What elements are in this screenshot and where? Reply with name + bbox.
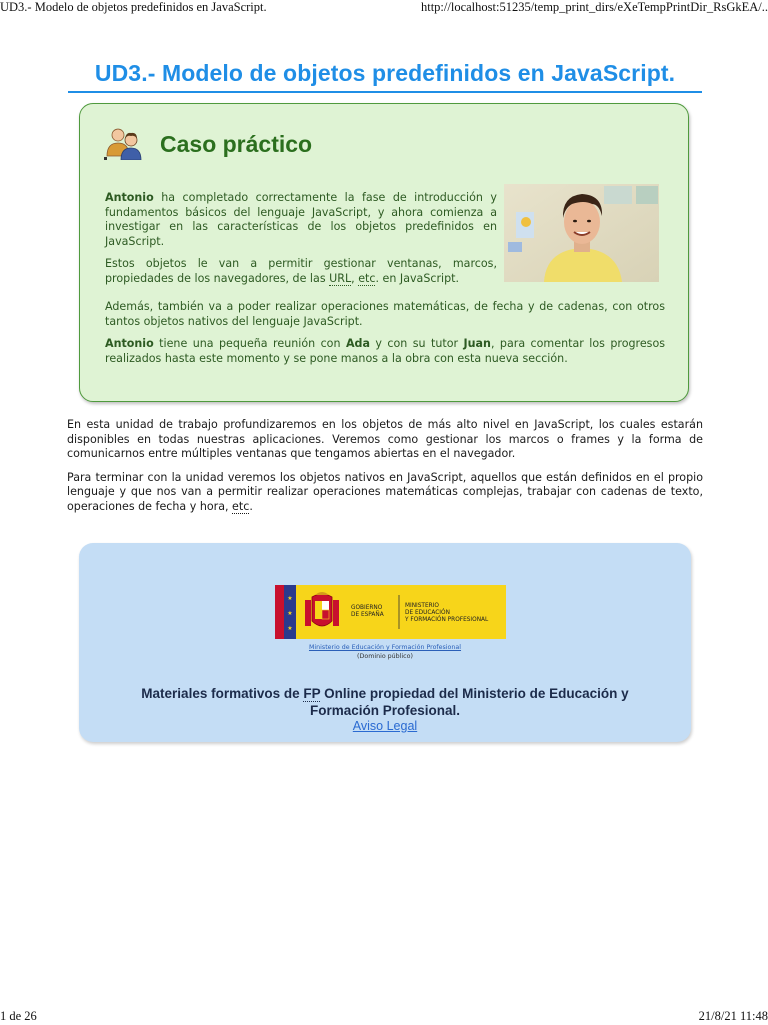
caso-title: Caso práctico bbox=[160, 131, 313, 157]
license-text-a: Materiales formativos de bbox=[141, 686, 304, 701]
aviso-legal-link[interactable]: Aviso Legal bbox=[352, 719, 418, 733]
license-statement bbox=[109, 686, 661, 719]
fp-abbr: FP bbox=[303, 686, 321, 701]
svg-text:★: ★ bbox=[287, 625, 293, 632]
logo-text-fp: Y FORMACIÓN PROFESIONAL bbox=[405, 617, 489, 623]
intro-p2-text: Para terminar con la unidad veremos los objetos nativos en JavaScript, aquellos que están definidos en el propio lenguaje y que nos van a permitir realizar operaciones matemáticas complejas, trabajar con cadenas de texto, operaciones de fecha y hora, bbox=[67, 470, 703, 513]
caso-p2-text: Estos objetos le van a permitir gestionar ventanas, marcos, propiedades de los navegadores, de las bbox=[105, 257, 497, 285]
caso-paragraph bbox=[105, 257, 497, 286]
license-text-b: Online propiedad del Ministerio de Educación y Formación Profesional. bbox=[309, 686, 629, 718]
caso-p2-end: . en JavaScript. bbox=[375, 271, 460, 285]
caso-p4-text: , para comentar los progresos realizados hasta este momento y se pone manos a la obra con esta nueva sección. bbox=[105, 337, 666, 365]
character-name: Ada bbox=[345, 337, 370, 350]
intro-p2-end: . bbox=[249, 499, 253, 513]
caso-paragraph bbox=[105, 337, 665, 366]
caso-p4-text: tiene una pequeña reunión con bbox=[153, 337, 346, 350]
caso-paragraph: Además, también va a poder realizar operaciones matemáticas, de fecha y de cadenas, con otros tantos objetos nativos del lenguaje JavaScript. bbox=[105, 300, 665, 328]
logo-text-espana: DE ESPAÑA bbox=[351, 612, 384, 618]
logo-text-educacion: DE EDUCACIÓN bbox=[405, 610, 450, 616]
character-name: Antonio bbox=[105, 191, 154, 204]
caso-paragraph bbox=[105, 191, 497, 249]
ministerio-logo bbox=[275, 585, 506, 639]
svg-text:★: ★ bbox=[287, 610, 293, 617]
logo-credit-link[interactable]: Ministerio de Educación y Formación Profesional bbox=[308, 644, 462, 651]
caso-text bbox=[105, 191, 497, 294]
print-header bbox=[0, 0, 768, 16]
caso-p4-text: y con su tutor bbox=[369, 337, 464, 350]
page-counter: 1 de 26 bbox=[0, 1009, 37, 1023]
caso-text-wide bbox=[105, 300, 665, 374]
logo-text-gobierno: GOBIERNO bbox=[351, 605, 383, 611]
print-header-title: UD3.- Modelo de objetos predefinidos en JavaScript. bbox=[0, 0, 267, 14]
student-photo bbox=[504, 184, 659, 282]
intro-text bbox=[67, 418, 703, 524]
character-name: Antonio bbox=[105, 337, 154, 350]
etc-abbr: etc bbox=[232, 499, 250, 513]
people-icon bbox=[104, 126, 144, 160]
intro-paragraph: En esta unidad de trabajo profundizaremos en los objetos de más alto nivel en JavaScript, los cuales estarán disponibles en todas nuestras aplicaciones. Veremos como gestionar los marcos o frames y la forma de comunicarnos entre múltiples ventanas que tengamos abiertas en el navegador. bbox=[67, 418, 703, 461]
page-title: UD3.- Modelo de objetos predefinidos en JavaScript. bbox=[68, 60, 702, 93]
print-header-url: http://localhost:51235/temp_print_dirs/eXeTempPrintDir_RsGkEA/.. bbox=[420, 0, 768, 14]
print-footer bbox=[0, 1009, 768, 1025]
logo-credit-note: (Dominio público) bbox=[357, 653, 413, 660]
logo-text-ministerio: MINISTERIO bbox=[405, 603, 439, 609]
svg-text:★: ★ bbox=[287, 595, 293, 602]
license-box bbox=[79, 543, 691, 742]
caso-practico-box bbox=[79, 103, 689, 402]
intro-paragraph bbox=[67, 471, 703, 515]
caso-p2-sep: , bbox=[351, 271, 359, 285]
print-timestamp: 21/8/21 11:48 bbox=[698, 1009, 768, 1023]
url-abbr: URL bbox=[329, 271, 352, 285]
character-name: Juan bbox=[463, 337, 491, 350]
caso-p1-text: ha completado correctamente la fase de introducción y fundamentos básicos del lenguaje JavaScript, y ahora comienza a investigar en las características de los objetos predefinidos en JavaScript. bbox=[105, 191, 497, 248]
etc-abbr: etc bbox=[358, 271, 376, 285]
